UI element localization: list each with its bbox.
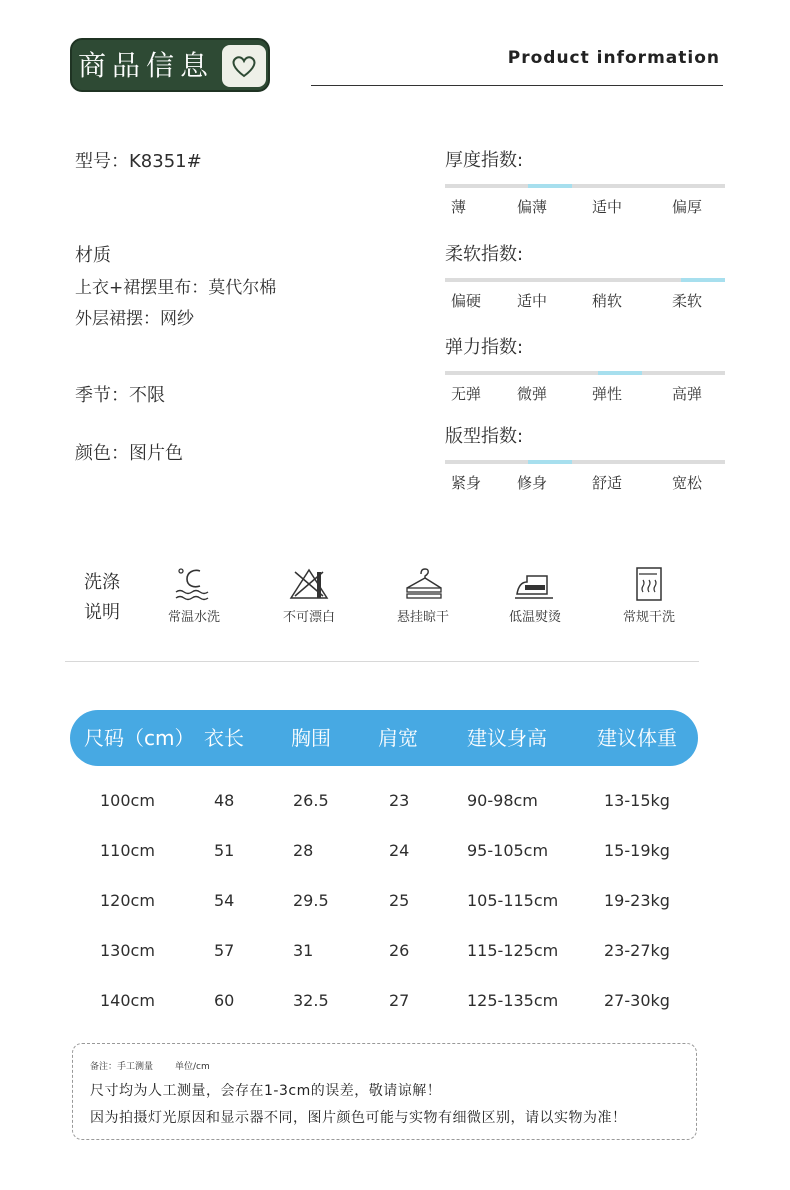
indicator-label: 稍软 [592, 292, 623, 310]
indicator-selected-mark [528, 184, 572, 188]
table-cell: 110cm [100, 841, 155, 860]
header-length: 衣长 [204, 726, 244, 750]
notes-line-2: 因为拍摄灯光原因和显示器不同，图片颜色可能与实物有细微区别，请以实物为准！ [90, 1110, 627, 1126]
indicator-label: 适中 [592, 198, 623, 216]
indicator-label: 偏厚 [672, 198, 703, 216]
indicator-label: 紧身 [451, 474, 482, 492]
iron-icon [480, 566, 590, 606]
season: 季节：不限 [75, 385, 165, 406]
care-title: 洗涤 说明 [84, 572, 120, 623]
notes-remark: 备注：手工测量 单位/cm [90, 1062, 210, 1072]
table-cell: 90-98cm [467, 791, 538, 810]
indicator-label: 微弹 [517, 385, 548, 403]
care-label-hang-dry: 悬挂晾干 [396, 610, 449, 625]
care-label-dry-clean: 常规干洗 [622, 610, 675, 625]
indicator-label: 弹性 [592, 385, 623, 403]
page-title: 商品信息 [78, 49, 215, 82]
table-cell: 57 [214, 941, 235, 960]
indicator-track [445, 184, 725, 188]
header-divider [311, 85, 723, 86]
table-cell: 15-19kg [604, 841, 670, 860]
indicator-track [445, 371, 725, 375]
table-cell: 31 [293, 941, 314, 960]
table-cell: 130cm [100, 941, 155, 960]
table-cell: 26 [389, 941, 410, 960]
table-cell: 23-27kg [604, 941, 670, 960]
dry-clean-icon [594, 566, 704, 606]
color: 颜色：图片色 [75, 443, 183, 464]
indicator-selected-mark [681, 278, 725, 282]
notes-line-1: 尺寸均为人工测量，会存在1-3cm的误差，敬请谅解！ [90, 1083, 442, 1099]
table-cell: 54 [214, 891, 235, 910]
table-cell: 120cm [100, 891, 155, 910]
hang-dry-icon [368, 566, 478, 606]
table-cell: 13-15kg [604, 791, 670, 810]
indicator-title: 柔软指数: [445, 244, 524, 265]
table-cell: 60 [214, 991, 235, 1010]
wash-icon [139, 566, 249, 606]
care-label-wash: 常温水洗 [167, 610, 220, 625]
indicator-label: 宽松 [672, 474, 703, 492]
indicator-label: 柔软 [672, 292, 703, 310]
english-title: Product information [507, 48, 720, 68]
table-cell: 27-30kg [604, 991, 670, 1010]
model-number: 型号：K8351# [75, 151, 202, 172]
table-cell: 115-125cm [467, 941, 559, 960]
indicator-label: 无弹 [451, 385, 482, 403]
table-cell: 51 [214, 841, 235, 860]
header-weight: 建议体重 [597, 726, 677, 750]
indicator-label: 舒适 [592, 474, 623, 492]
table-cell: 105-115cm [467, 891, 559, 910]
heart-icon [222, 45, 266, 87]
header-shoulder: 肩宽 [378, 726, 418, 750]
indicator-label: 偏硬 [451, 292, 482, 310]
indicator-label: 高弹 [672, 385, 703, 403]
material-lining: 上衣+裙摆里布：莫代尔棉 [75, 278, 277, 298]
indicator-track [445, 460, 725, 464]
table-cell: 125-135cm [467, 991, 559, 1010]
header-height: 建议身高 [467, 726, 547, 750]
table-cell: 32.5 [293, 991, 329, 1010]
indicator-title: 弹力指数: [445, 337, 524, 358]
table-cell: 26.5 [293, 791, 329, 810]
table-cell: 24 [389, 841, 410, 860]
care-label-no-bleach: 不可漂白 [282, 610, 335, 625]
table-cell: 25 [389, 891, 410, 910]
table-cell: 100cm [100, 791, 155, 810]
table-cell: 48 [214, 791, 235, 810]
section-divider [65, 661, 699, 662]
indicator-label: 薄 [451, 198, 467, 216]
header-size: 尺码（cm） [84, 726, 195, 750]
table-cell: 19-23kg [604, 891, 670, 910]
indicator-selected-mark [528, 460, 572, 464]
care-label-iron: 低温熨烫 [508, 610, 561, 625]
material-outer: 外层裙摆：网纱 [75, 309, 194, 329]
table-cell: 140cm [100, 991, 155, 1010]
table-cell: 29.5 [293, 891, 329, 910]
header-chest: 胸围 [291, 726, 331, 750]
table-cell: 28 [293, 841, 314, 860]
table-cell: 23 [389, 791, 410, 810]
indicator-label: 偏薄 [517, 198, 548, 216]
indicator-label: 修身 [517, 474, 548, 492]
indicator-title: 版型指数: [445, 426, 524, 447]
no-bleach-icon [254, 566, 364, 606]
table-cell: 27 [389, 991, 410, 1010]
material-title: 材质 [75, 245, 111, 266]
indicator-title: 厚度指数: [445, 150, 524, 171]
table-cell: 95-105cm [467, 841, 549, 860]
indicator-label: 适中 [517, 292, 548, 310]
indicator-selected-mark [598, 371, 642, 375]
